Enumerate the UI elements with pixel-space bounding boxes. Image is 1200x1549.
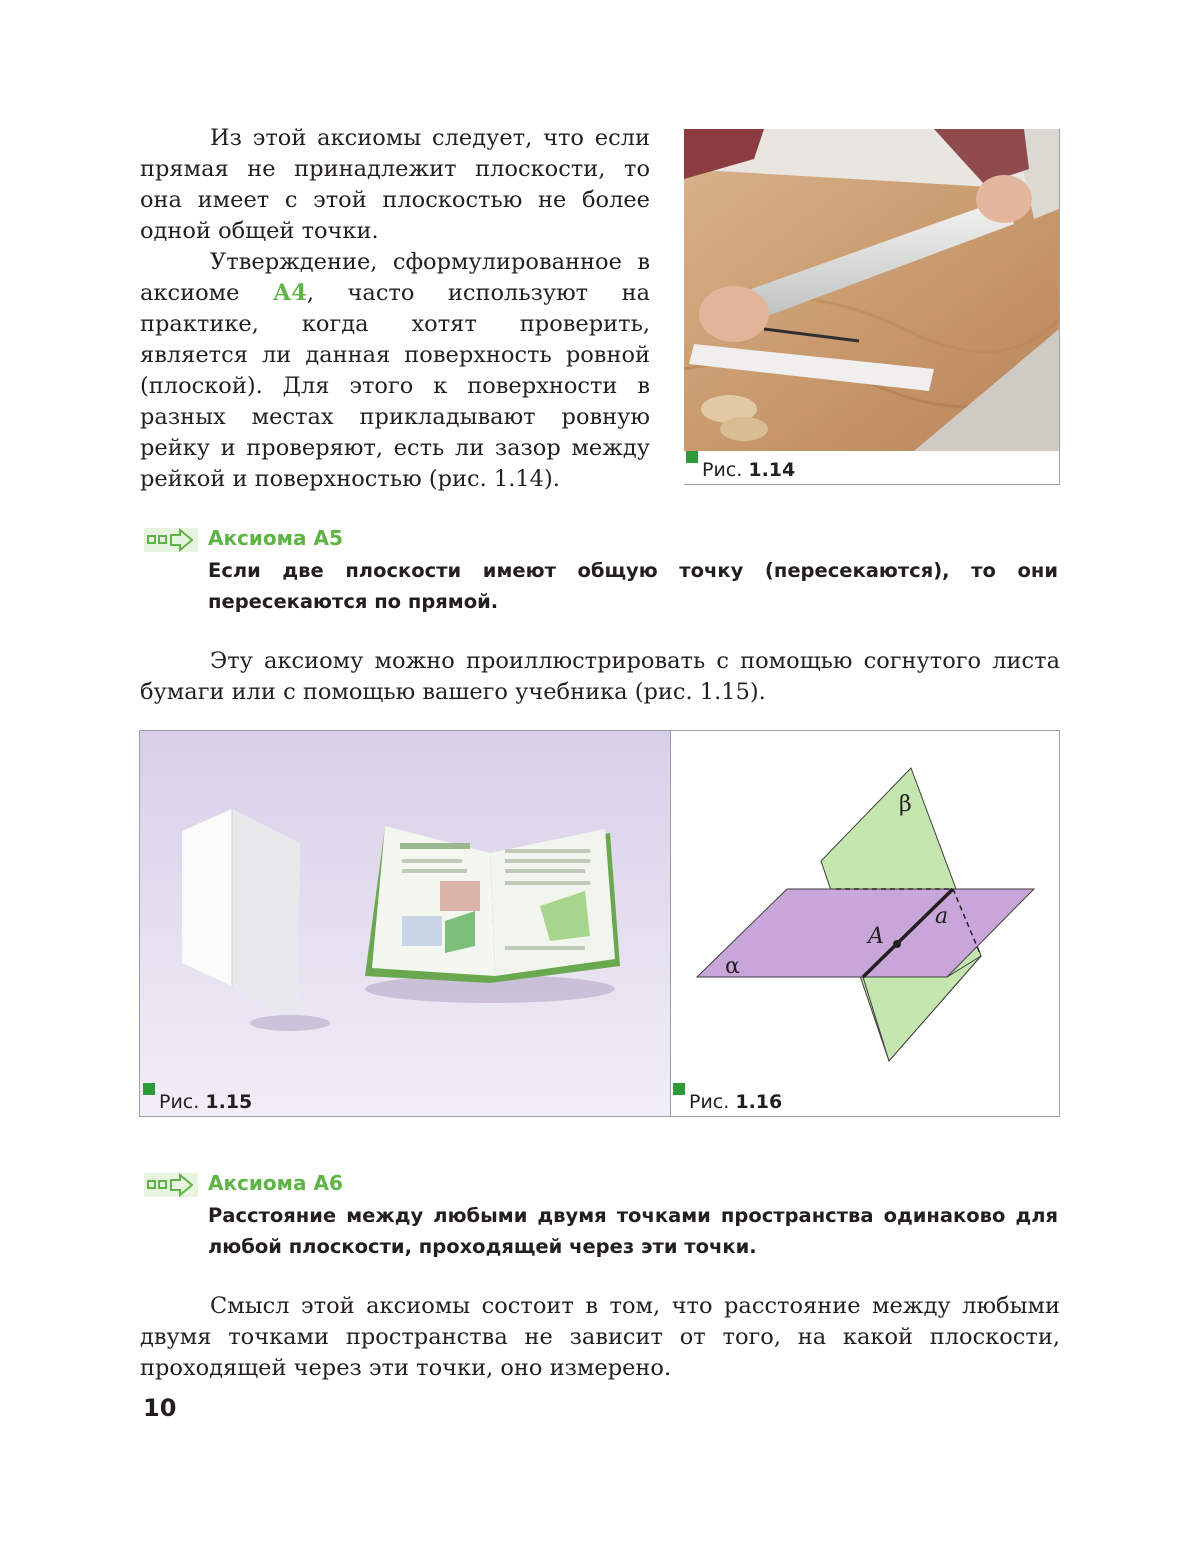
caption-fig-1-16: Рис. 1.16 [689, 1091, 783, 1113]
point-a-label: A [868, 924, 884, 949]
caption-marker [686, 451, 698, 463]
figure-1-14 [684, 129, 1060, 485]
figure-row [139, 730, 1060, 1117]
line-a-label: a [935, 904, 949, 929]
axiom-a6-marker [144, 1171, 198, 1199]
page-number: 10 [143, 1394, 177, 1422]
alpha-label: α [725, 954, 740, 979]
caption-marker [673, 1083, 685, 1095]
axiom-a6-text: Расстояние между любыми двумя точками пространства одинаково для любой плоскости, проходящей через эти точки. [208, 1204, 1058, 1258]
paragraph-a4-consequence: Из этой аксиомы следует, что если прямая не принадлежит плоскости, то она имеет с этой плоскостью не более одной общей точки. [140, 125, 650, 244]
axiom-a6-title: Аксиома А6 [208, 1171, 343, 1195]
axiom-a5-text: Если две плоскости имеют общую точку (пересекаются), то они пересекаются по прямой. [208, 559, 1058, 613]
folded-paper-and-book-illustration [140, 731, 670, 1116]
plane-alpha [697, 889, 1034, 977]
intersecting-planes-diagram [671, 731, 1059, 1116]
beta-label: β [899, 792, 912, 817]
point-a [893, 940, 901, 948]
figure-1-15 [140, 731, 670, 1116]
axiom-a4-ref: А4 [272, 280, 307, 306]
paragraph-a5-illustration: Эту аксиому можно проиллюстрировать с помощью согнутого листа бумаги или с помощью вашего учебника (рис. 1.15). [140, 648, 1060, 705]
arrow-icon [144, 526, 198, 554]
caption-fig-1-14: Рис. 1.14 [702, 459, 796, 481]
arrow-icon [144, 1171, 198, 1199]
intro-text [140, 123, 650, 495]
ruler-photo [684, 129, 1059, 451]
caption-fig-1-15: Рис. 1.15 [159, 1091, 253, 1113]
caption-marker [143, 1083, 155, 1095]
paragraph-a4-practice: Утверждение, сформулированное в аксиоме А4, часто используют на практике, когда хотят проверить, является ли данная поверхность ровной (плоской). Для этого к поверхности в разных местах прикладывают ровную рейку и проверяют, есть ли зазор между рейкой и поверхностью (рис. 1.14). [140, 249, 651, 492]
axiom-a5-marker [144, 526, 198, 554]
figure-1-16 [670, 731, 1059, 1116]
paragraph-a6-meaning: Смысл этой аксиомы состоит в том, что расстояние между любыми двумя точками пространства не зависит от того, на какой плоскости, проходящей через эти точки, оно измерено. [140, 1293, 1060, 1381]
axiom-a5-title: Аксиома А5 [208, 526, 343, 550]
